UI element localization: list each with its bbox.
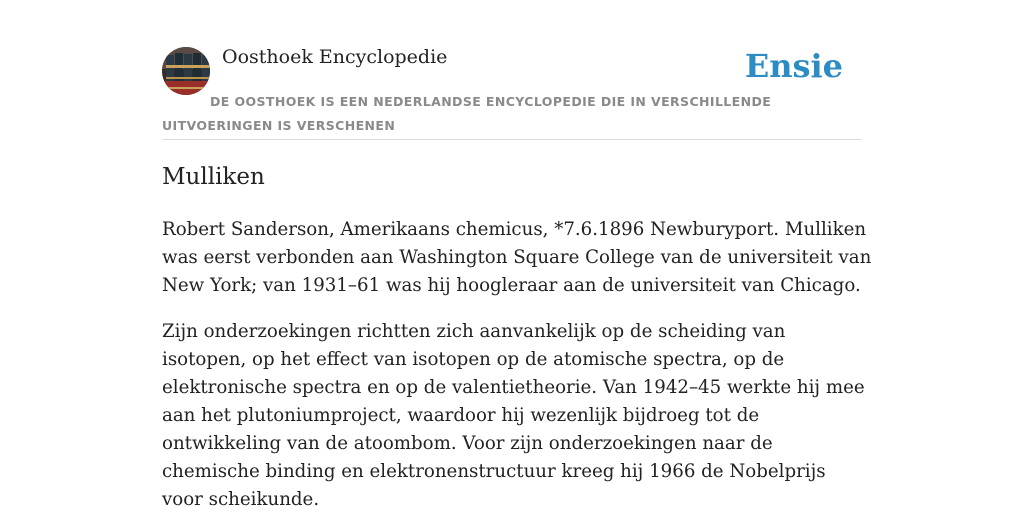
source-title[interactable]: Oosthoek Encyclopedie — [222, 46, 448, 68]
ensie-logo[interactable]: Ensie — [744, 47, 843, 85]
entry-title: Mulliken — [162, 164, 265, 190]
entry-paragraph: Robert Sanderson, Amerikaans chemicus, *7.6.1896 Newburyport. Mulliken was eerst verbonden aan Washington Square College van de universiteit van New York; van 1931–61 was hij hoogleraar aan de universiteit van Chicago. — [162, 219, 872, 296]
source-avatar[interactable] — [162, 47, 210, 95]
entry-paragraph: Zijn onderzoekingen richtten zich aanvankelijk op de scheiding van isotopen, op het effect van isotopen op de atomische spectra, op de elektronische spectra en op de valentietheorie. Van 1942–45 werkte hij mee aan het plutoniumproject, waardoor hij wezenlijk bijdroeg tot de ontwikkeling van de atoombom. Voor zijn onderzoekingen naar de chemische binding en elektronenstructuur kreeg hij 1966 de Nobelprijs voor scheikunde. — [162, 321, 865, 510]
header-divider — [162, 139, 862, 140]
source-tagline: DE OOSTHOEK IS EEN NEDERLANDSE ENCYCLOPEDIE DIE IN VERSCHILLENDE UITVOERINGEN IS VERSCHENEN — [162, 94, 772, 133]
book-spines-icon — [162, 47, 210, 95]
entry-body — [162, 216, 872, 532]
